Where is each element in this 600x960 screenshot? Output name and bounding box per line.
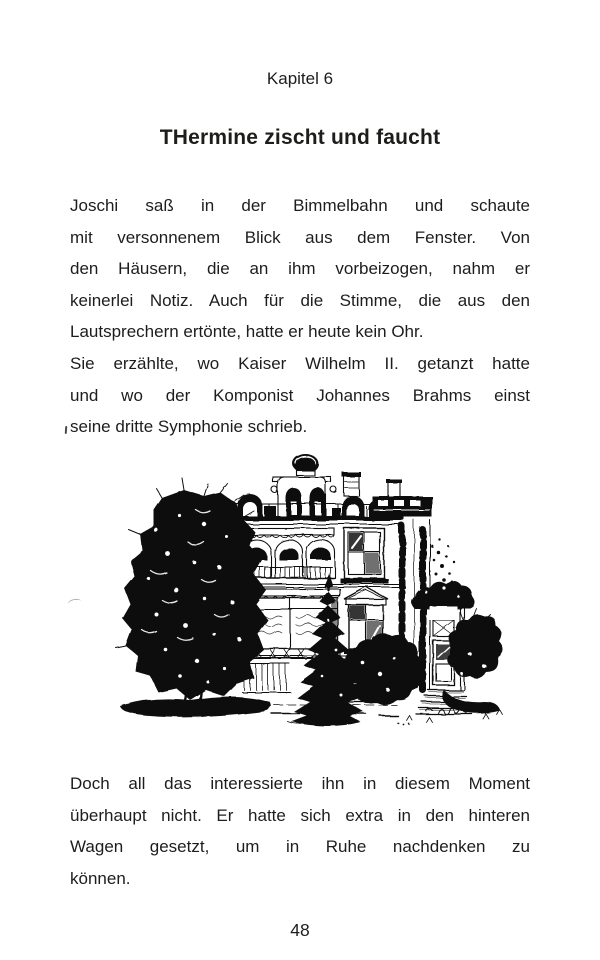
text-line: keinerlei Notiz. Auch für die Stimme, die aus den xyxy=(70,290,530,310)
text-line: Wagen gesetzt, um in Ruhe nachdenken zu xyxy=(70,837,530,857)
chapter-label: Kapitel 6 xyxy=(266,69,334,88)
text-line: und wo der Komponist Johannes Brahms einst xyxy=(70,385,530,405)
text-line: können. xyxy=(70,868,131,888)
text-line: Lautsprechern ertönte, hatte er heute kein Ohr. xyxy=(70,322,424,342)
body-text-lower xyxy=(70,768,530,894)
text-line: Doch all das interessierte ihn in diesem Moment xyxy=(70,774,530,793)
text-line: überhaupt nicht. Er hatte sich extra in den hinteren xyxy=(70,805,530,825)
text-line: Sie erzählte, wo Kaiser Wilhelm II. getanzt hatte xyxy=(70,353,530,373)
text-line: mit versonnenem Blick aus dem Fenster. Von xyxy=(70,227,530,247)
text-line: seine dritte Symphonie schrieb. xyxy=(70,417,308,437)
page-number: 48 xyxy=(290,920,310,940)
villa-illustration xyxy=(92,450,512,740)
print-artifact-tick xyxy=(65,426,68,434)
body-text-upper xyxy=(70,190,530,443)
text-line: Joschi saß in der Bimmelbahn und schaute xyxy=(70,196,530,215)
print-artifact-curl xyxy=(67,598,81,608)
chapter-title: THermine zischt und faucht xyxy=(159,126,441,149)
text-line: den Häusern, die an ihm vorbeizogen, nahm er xyxy=(70,259,530,279)
